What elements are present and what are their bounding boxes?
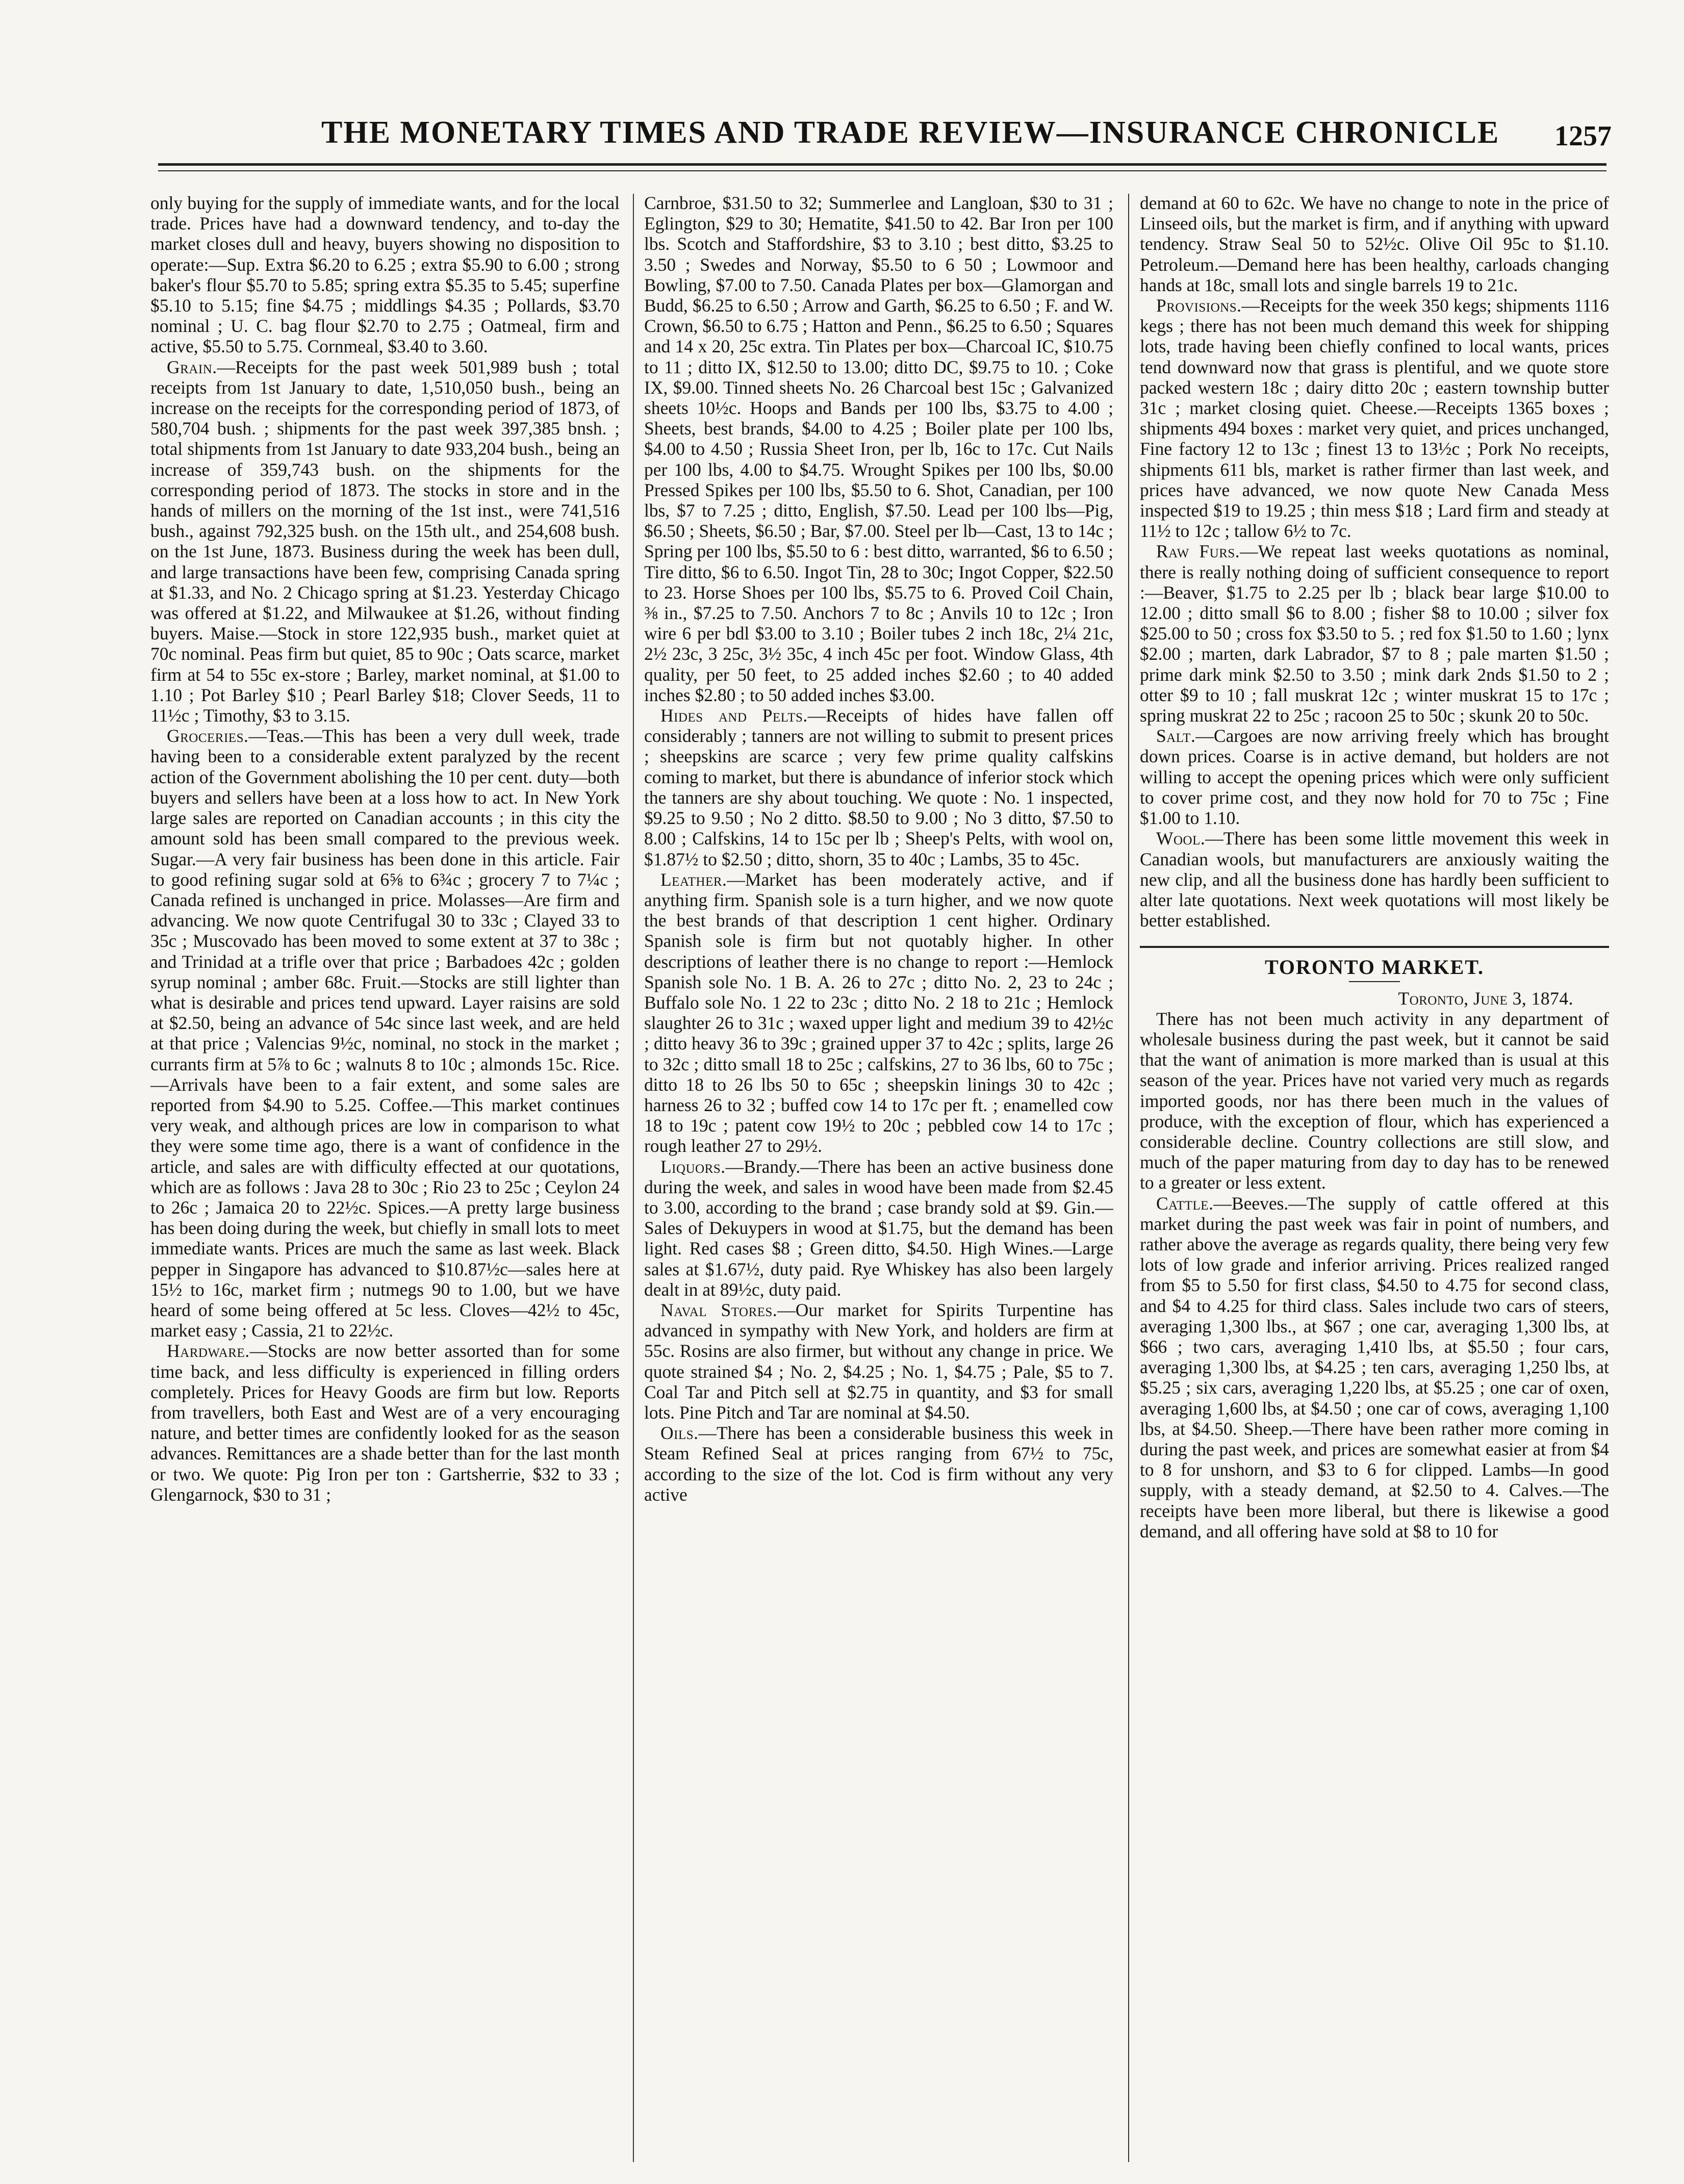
raw-furs-text: —We repeat last weeks quotations as nominal, there is really nothing doing of sufficient consequence to report :—Beaver, $1.75 to 2.25 per lb ; black bear large $10.00 to 12.00 ; ditto small $6 to 8.00 ; fisher $8 to 10.00 ; silver fox $25.00 to 50 ; cross fox $3.50 to 5. ; red fox $1.50 to 1.60 ; lynx $2.00 ; marten, dark Labrador, $7 to 8 ; pale marten $1.50 ; prime dark mink $2.50 to 3.50 ; mink dark 2nds $1.50 to 2 ; otter $9 to 10 ; fall muskrat 12c ; winter muskrat 15 to 17c ; spring muskrat 22 to 25c ; racoon 25 to 50c ; skunk 20 to 50c. [1140, 541, 1609, 726]
groceries-paragraph [150, 726, 620, 1341]
provisions-heading: Provisions. [1156, 295, 1242, 316]
oils-continued-paragraph: demand at 60 to 62c. We have no change to note in the price of Linseed oils, but the market is firm, and if anything with upward tendency. Straw Seal 50 to 52½c. Olive Oil 95c to $1.10. Petroleum.—Demand here has been healthy, carloads changing hands at 18c, small lots and single barrels 19 to 21c. [1140, 193, 1609, 295]
liquors-text: —Brandy.—There has been an active business done during the week, and sales in wood have been made from $2.45 to 3.00, according to the brand ; case brandy sold at $9. Gin.—Sales of Dekuypers in wood at $1.75, but the demand has been light. Red cases $8 ; Green ditto, $4.50. High Wines.—Large sales at $1.67½, duty paid. Rye Whiskey has also been largely dealt in at 89½c, duty paid. [644, 1156, 1113, 1300]
hardware-heading: Hardware. [167, 1341, 250, 1361]
salt-heading: Salt. [1156, 726, 1196, 747]
header-rule-thick [158, 163, 1606, 166]
grain-heading: Grain. [167, 356, 217, 377]
hides-text: —Receipts of hides have fallen off considerably ; tanners are not willing to submit to present prices ; sheepskins are scarce ; very few prime quality calfskins coming to market, but there is abundance of inferior stock which the tanners are shy about touching. We quote : No. 1 inspected, $9.25 to 9.50 ; No 2 ditto. $8.50 to 9.00 ; No 3 ditto, $7.50 to 8.00 ; Calfskins, 14 to 15c per lb ; Sheep's Pelts, with wool on, $1.87½ to $2.50 ; ditto, shorn, 35 to 40c ; Lambs, 35 to 45c. [644, 705, 1113, 869]
grain-text: —Receipts for the past week 501,989 bush ; total receipts from 1st January to date, 1,510,050 bush., being an increase on the receipts for the corresponding period of 1873, of 580,704 bush. ; shipments for the past week 397,385 bnsh. ; total shipments from 1st January to date 933,204 bush., being an increase of 359,743 bush. on the shipments for the corresponding period of 1873. The stocks in store and in the hands of millers on the morning of the 1st inst., were 741,516 bush., against 792,325 bush. on the 15th ult., and 254,608 bush. on the 1st June, 1873. Business during the week has been dull, and large transactions have been few, comprising Canada spring at $1.33, and No. 2 Chicago spring at $1.23. Yesterday Chicago was offered at $1.22, and Milwaukee at $1.26, without finding buyers. Maise.—Stock in store 122,935 bush., market quiet at 70c nominal. Peas firm but quiet, 85 to 90c ; Oats scarce, market firm at 54 to 55c ex-store ; Barley, market nominal, at $1.00 to 1.10 ; Pot Barley $10 ; Pearl Barley $18; Clover Seeds, 11 to 11½c ; Timothy, $3 to 3.15. [150, 356, 620, 726]
groceries-text: —Teas.—This has been a very dull week, trade having been to a considerable extent paralyzed by the recent action of the Government abolishing the 10 per cent. duty—both buyers and sellers have been at a loss how to act. In New York large sales are reported on Canadian accounts ; in this city the amount sold has been small compared to the previous week. Sugar.—A very fair business has been done in this article. Fair to good refining sugar sold at 6⅝ to 6¾c ; grocery 7 to 7¼c ; Canada refined is unchanged in price. Molasses—Are firm and advancing. We now quote Centrifugal 30 to 33c ; Clayed 33 to 35c ; Muscovado has been moved to some extent at 37 to 38c ; and Trinidad at a trifle over that price ; Barbadoes 42c ; golden syrup nominal ; amber 68c. Fruit.—Stocks are still lighter than what is desirable and prices tend upward. Layer raisins are sold at $2.50, being an advance of 54c since last week, and are held at that price ; Valencias 9½c, nominal, no stock in the market ; currants firm at 5⅞ to 6c ; walnuts 8 to 10c ; almonds 15c. Rice.—Arrivals have been to a fair extent, and some sales are reported from $4.90 to 5.25. Coffee.—This market continues very weak, and although prices are low in comparison to what they were some time ago, there is a want of confidence in the article, and sales are with difficulty effected at our quotations, which are as follows : Java 28 to 30c ; Rio 23 to 25c ; Ceylon 24 to 26c ; Jamaica 20 to 22½c. Spices.—A pretty large business has been doing during the week, but chiefly in small lots to meet immediate wants. Prices are much the same as last week. Black pepper in Singapore has advanced to $10.87½c—sales here at 15½ to 16c, market firm ; nutmegs 90 to 1.00, but we have heard of some being offered at 5c less. Cloves—42½ to 45c, market easy ; Cassia, 21 to 22½c. [150, 726, 620, 1341]
page-number: 1257 [1554, 120, 1612, 152]
wool-paragraph [1140, 828, 1609, 931]
groceries-heading: Groceries. [167, 726, 249, 747]
oils-heading: Oils. [660, 1423, 699, 1444]
hides-heading: Hides and Pelts. [660, 705, 808, 726]
cattle-paragraph [1140, 1193, 1609, 1541]
column-3 [1140, 193, 1609, 2166]
raw-furs-heading: Raw Furs. [1156, 541, 1240, 562]
wool-text: —There has been some little movement this week in Canadian wools, but manufacturers are anxiously waiting the new clip, and all the business done has hardly been sufficient to alter late quotations. Next week quotations will most likely be better established. [1140, 828, 1609, 931]
leather-heading: Leather. [660, 869, 727, 890]
flour-paragraph: only buying for the supply of immediate wants, and for the local trade. Prices have had a downward tendency, and to-day the market closes dull and heavy, buyers showing no disposition to operate:—Sup. Extra $6.20 to 6.25 ; extra $5.90 to 6.00 ; strong baker's flour $5.70 to 5.85; spring extra $5.35 to 5.45; superfine $5.10 to 5.15; fine $4.75 ; middlings $4.35 ; Pollards, $3.70 nominal ; U. C. bag flour $2.70 to 2.75 ; Oatmeal, firm and active, $5.50 to 5.75. Cornmeal, $3.40 to 3.60. [150, 193, 620, 357]
provisions-text: —Receipts for the week 350 kegs; shipments 1116 kegs ; there has not been much demand this week for shipping lots, trade having been chiefly confined to local wants, prices tend downward now that grass is plentiful, and we quote store packed western 18c ; dairy ditto 20c ; eastern township butter 31c ; market closing quiet. Cheese.—Receipts 1365 boxes ; shipments 494 boxes : market very quiet, and prices unchanged, Fine factory 12 to 13c ; finest 13 to 13½c ; Pork No receipts, shipments 611 bls, market is rather firmer than last week, and prices have advanced, we now quote New Canada Mess inspected $19 to 19.25 ; thin mess $18 ; Lard firm and steady at 11½ to 12c ; tallow 6½ to 7c. [1140, 295, 1609, 542]
hardware-text: —Stocks are now better assorted than for some time back, and less difficulty is experienced in filling orders completely. Prices for Heavy Goods are firm but low. Reports from travellers, both East and West are of a very encouraging nature, and better times are confidently looked for as the season advances. Remittances are a shade better than for the last month or two. We quote: Pig Iron per ton : Gartsherrie, $32 to 33 ; Glengarnock, $30 to 31 ; [150, 1341, 620, 1505]
wool-heading: Wool. [1156, 828, 1206, 849]
naval-stores-text: —Our market for Spirits Turpentine has advanced in sympathy with New York, and holders are firm at 55c. Rosins are also firmer, but without any change in price. We quote strained $4 ; No. 2, $4.25 ; No. 1, $4.75 ; Pale, $5 to 7. Coal Tar and Pitch sell at $2.75 in quantity, and $3 for small lots. Pine Pitch and Tar are nominal at $4.50. [644, 1299, 1113, 1423]
oils-text: —There has been a considerable business this week in Steam Refined Seal at prices ranging from 67½ to 75c, according to the size of the lot. Cod is firm without any very active [644, 1423, 1113, 1505]
toronto-dateline: Toronto, June 3, 1874. [1398, 988, 1573, 1009]
toronto-market-heading: TORONTO MARKET. [1140, 946, 1609, 978]
provisions-paragraph [1140, 295, 1609, 541]
salt-text: —Cargoes are now arriving freely which has brought down prices. Coarse is in active demand, but holders are not willing to accept the opening prices which were only sufficient to cover prime cost, and they now hold for 70 to 75c ; Fine $1.00 to 1.10. [1140, 726, 1609, 829]
article-columns [150, 193, 1612, 2166]
toronto-intro-paragraph: There has not been much activity in any department of wholesale business during the past week, but it cannot be said that the want of animation is more marked than is usual at this season of the year. Prices have not varied very much as regards imported goods, nor has there been much in the values of produce, with the exception of flour, which has experienced a considerable decline. Country collections are still slow, and much of the paper maturing from day to day has to be renewed to a greater or less extent. [1140, 1008, 1609, 1193]
hides-paragraph [644, 705, 1113, 869]
salt-paragraph [1140, 726, 1609, 828]
raw-furs-paragraph [1140, 541, 1609, 726]
iron-prices-paragraph: Carnbroe, $31.50 to 32; Summerlee and Langloan, $30 to 31 ; Eglington, $29 to 30; Hematite, $41.50 to 42. Bar Iron per 100 lbs. Scotch and Staffordshire, $3 to 3.10 ; best ditto, $3.25 to 3.50 ; Swedes and Norway, $5.50 to 6 50 ; Lowmoor and Bowling, $7.00 to 7.50. Canada Plates per box—Glamorgan and Budd, $6.25 to 6.50 ; Arrow and Garth, $6.25 to 6.50 ; F. and W. Crown, $6.50 to 6.75 ; Hatton and Penn., $6.25 to 6.50 ; Squares and 14 x 20, 25c extra. Tin Plates per box—Charcoal IC, $10.75 to 11 ; ditto IX, $12.50 to 13.00; ditto DC, $9.75 to 10. ; Coke IX, $9.00. Tinned sheets No. 26 Charcoal best 15c ; Galvanized sheets 10½c. Hoops and Bands per 100 lbs, $3.75 to 4.00 ; Sheets, best brands, $4.00 to 4.25 ; Boiler plate per 100 lbs, $4.00 to 4.50 ; Russia Sheet Iron, per lb, 16c to 17c. Cut Nails per 100 lbs, 4.00 to $4.75. Wrought Spikes per 100 lbs, $0.00 Pressed Spikes per 100 lbs, $5.50 to 6. Shot, Canadian, per 100 lbs, $7 to 7.25 ; ditto, English, $7.50. Lead per 100 lbs—Pig, $6.50 ; Sheets, $6.50 ; Bar, $7.00. Steel per lb—Cast, 13 to 14c ; Spring per 100 lbs, $5.50 to 6 : best ditto, warranted, $6 to 6.50 ; Tire ditto, $6 to 6.50. Ingot Tin, 28 to 30c; Ingot Copper, $22.50 to 23. Horse Shoes per 100 lbs, $5.75 to 6. Proved Coil Chain, ⅜ in., $7.25 to 7.50. Anchors 7 to 8c ; Anvils 10 to 12c ; Iron wire 6 per bdl $3.00 to 3.10 ; Boiler tubes 2 inch 18c, 2¼ 21c, 2½ 23c, 3 25c, 3½ 35c, 4 inch 45c per foot. Window Glass, 4th quality, per 50 feet, to 25 added inches $2.60 ; to 40 added inches $2.80 ; to 50 added inches $3.00. [644, 193, 1113, 705]
liquors-heading: Liquors. [660, 1156, 726, 1177]
liquors-paragraph [644, 1157, 1113, 1300]
column-2 [644, 193, 1113, 2166]
cattle-heading: Cattle. [1156, 1193, 1214, 1214]
naval-stores-heading: Naval Stores. [660, 1299, 778, 1320]
oils-paragraph [644, 1423, 1113, 1505]
leather-paragraph [644, 869, 1113, 1157]
naval-stores-paragraph [644, 1300, 1113, 1423]
column-1 [150, 193, 620, 2166]
hardware-paragraph [150, 1341, 620, 1505]
publication-title: THE MONETARY TIMES AND TRADE REVIEW—INSURANCE CHRONICLE [321, 115, 1500, 150]
section-rule [1349, 981, 1400, 982]
leather-text: —Market has been moderately active, and if anything firm. Spanish sole is a turn higher, and we now quote the best brands of that description 1 cent higher. Ordinary Spanish sole is firm but not quotably higher. In other descriptions of leather there is no change to report :—Hemlock Spanish sole No. 1 B. A. 26 to 27c ; ditto No. 2, 23 to 24c ; Buffalo sole No. 1 22 to 23c ; ditto No. 2 18 to 21c ; Hemlock slaughter 26 to 31c ; waxed upper light and medium 39 to 42½c ; ditto heavy 36 to 39c ; grained upper 37 to 42c ; splits, large 26 to 32c ; ditto small 18 to 25c ; calfskins, 27 to 36 lbs, 60 to 75c ; ditto 18 to 26 lbs 50 to 65c ; sheepskin linings 30 to 42c ; harness 26 to 32 ; buffed cow 14 to 17c per ft. ; enamelled cow 18 to 19c ; patent cow 19½ to 20c ; pebbled cow 14 to 17c ; rough leather 27 to 29½. [644, 869, 1113, 1157]
header-rule-thin [158, 170, 1606, 171]
page-header [153, 115, 1622, 156]
grain-paragraph [150, 357, 620, 726]
cattle-text: —Beeves.—The supply of cattle offered at this market during the past week was fair in point of numbers, and rather above the average as regards quality, there being very few lots of low grade and inferior arriving. Prices realized ranged from $5 to 5.50 for first class, $4.50 to 4.75 for second class, and $4 to 4.25 for third class. Sales include two cars of steers, averaging 1,300 lbs., at $67 ; one car, averaging 1,300 lbs, at $66 ; two cars, averaging 1,410 lbs, at $5.50 ; four cars, averaging 1,300 lbs, at $4.25 ; ten cars, averaging 1,250 lbs, at $5.25 ; six cars, averaging 1,220 lbs, at $5.25 ; one car of oxen, averaging 1,600 lbs, at $4.50 ; one car of cows, averaging 1,100 lbs, at $4.50. Sheep.—There have been rather more coming in during the past week, and prices are somewhat easier at from $4 to 8 for unshorn, and $3 to 6 for clipped. Lambs—In good supply, with a steady demand, at $2.50 to 4. Calves.—The receipts have been more liberal, but there is likewise a good demand, and all offering have sold at $8 to 10 for [1140, 1193, 1609, 1541]
